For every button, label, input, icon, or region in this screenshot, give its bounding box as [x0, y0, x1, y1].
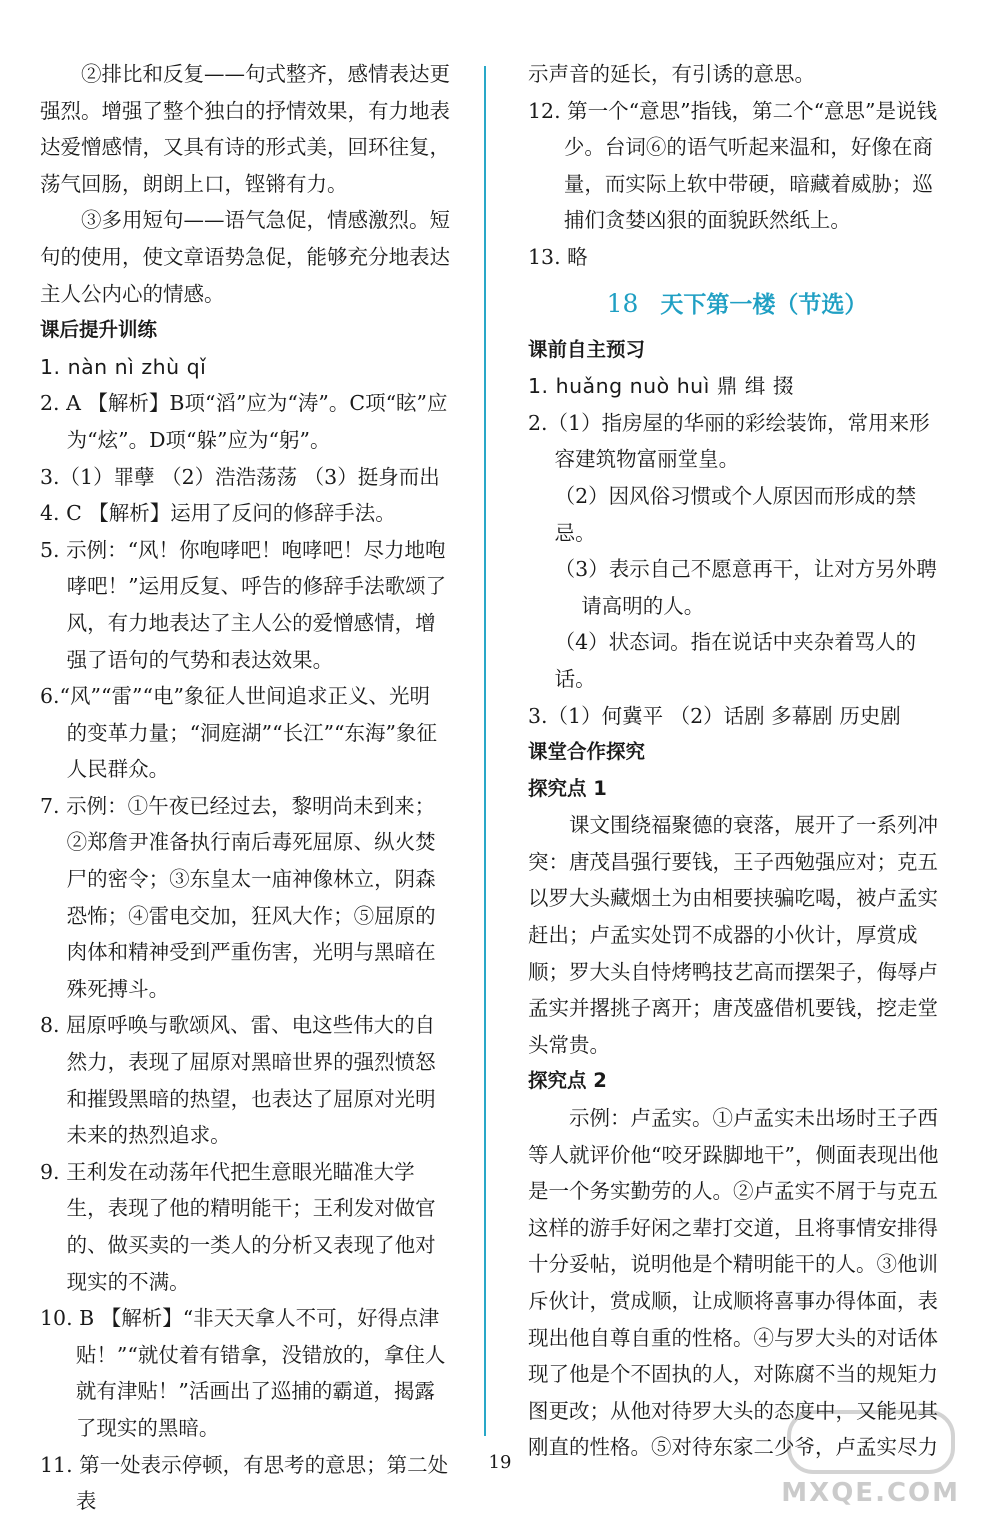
- answer-paragraph: 示声音的延长，有引诱的意思。: [528, 62, 815, 86]
- watermark-url: MXQE.COM: [781, 1478, 960, 1508]
- answer-paragraph: 13. 略: [528, 244, 588, 269]
- answer-paragraph: （3）表示自己不愿意再干，让对方另外聘请高明的人。: [554, 557, 937, 618]
- answer-paragraph: 1. nàn nì zhù qǐ: [40, 354, 207, 379]
- lesson-title: [528, 276, 946, 332]
- section-heading: 课前自主预习: [528, 337, 646, 361]
- section-heading: 探究点 2: [528, 1069, 607, 1093]
- answer-paragraph: 9. 王利发在动荡年代把生意眼光瞄准大学生，表现了他的精明能干；王利发对做官的、做买卖的一类人的分析又表现了他对现实的不满。: [40, 1159, 436, 1294]
- answer-paragraph: 8. 屈原呼唤与歌颂风、雷、电这些伟大的自然力，表现了屈原对黑暗世界的强烈愤怒和摧毁黑暗的热望，也表达了屈原对光明未来的热烈追求。: [40, 1013, 436, 1148]
- lesson-title-text: 天下第一楼（节选）: [660, 291, 868, 318]
- answer-paragraph: 10. B 【解析】“非天天拿人不可，好得点津贴！”“就仗着有错拿，没错放的，拿住人就有津贴！”活画出了巡捕的霸道，揭露了现实的黑暗。: [40, 1306, 446, 1440]
- answer-paragraph: ③多用短句——语气急促，情感激烈。短句的使用，使文章语势急促，能够充分地表达主人公内心的情感。: [40, 208, 450, 306]
- section-heading: 课后提升训练: [40, 318, 158, 342]
- answer-paragraph: 12. 第一个“意思”指钱，第二个“意思”是说钱少。台词⑥的语气听起来温和，好像在商量，而实际上软中带硬，暗藏着威胁；巡捕们贪婪凶狠的面貌跃然纸上。: [528, 98, 938, 233]
- answer-paragraph: 示例：卢孟实。①卢孟实未出场时王子西等人就评价他“咬牙跺脚地干”，侧面表现出他是一个务实勤劳的人。②卢孟实不屑于与克五这样的游手好闲之辈打交道，且将事情安排得十分妥帖，说明他是个精明能干的人。③他训斥伙计，赏成顺，让成顺将喜事办得体面，表现出他自尊自重的性格。④与罗大头的对话体现了他是个不固执的人，对陈腐不当的规矩力图更改；从他对待罗大头的态度中，又能见其刚直的性格。⑤对待东家二少爷，卢孟实尽力: [528, 1106, 939, 1460]
- answer-paragraph: 4. C 【解析】运用了反问的修辞手法。: [40, 501, 396, 526]
- watermark-badge-icon: [787, 1410, 955, 1474]
- column-divider: [484, 66, 486, 1436]
- answer-paragraph: 课文围绕福聚德的衰落，展开了一系列冲突：唐茂昌强行要钱，王子西勉强应对；克五以罗大头藏烟土为由相要挟骗吃喝，被卢孟实赶出；卢孟实处罚不成器的小伙计，厚赏成顺；罗大头自恃烤鸭技艺高而摆架子，侮辱卢孟实并撂挑子离开；唐茂盛借机要钱，挖走堂头常贵。: [528, 813, 938, 1057]
- answer-paragraph: 2.（1）指房屋的华丽的彩绘装饰，常用来形容建筑物富丽堂皇。: [528, 410, 930, 472]
- lesson-number: 18: [606, 288, 639, 318]
- answer-paragraph: （4）状态词。指在说话中夹杂着骂人的话。: [554, 630, 917, 691]
- answer-paragraph: 7. 示例：①午夜已经过去，黎明尚未到来；②郑詹尹准备执行南后毒死屈原、纵火焚尸的密令；③东皇太一庙神像林立，阴森恐怖；④雷电交加，狂风大作；⑤屈原的肉体和精神受到严重伤害，光明与黑暗在殊死搏斗。: [40, 793, 436, 1001]
- answer-paragraph: 11. 第一处表示停顿，有思考的意思；第二处表: [40, 1452, 449, 1514]
- watermark: [781, 1410, 960, 1508]
- answer-paragraph: 3.（1）何冀平 （2）话剧 多幕剧 历史剧: [528, 703, 901, 728]
- section-heading: 课堂合作探究: [528, 740, 646, 764]
- answer-paragraph: 5. 示例：“风！你咆哮吧！咆哮吧！尽力地咆哮吧！”运用反复、呼告的修辞手法歌颂了风，有力地表达了主人公的爱憎感情，增强了语句的气势和表达效果。: [40, 537, 447, 672]
- page-number: 19: [488, 1452, 512, 1473]
- answer-paragraph: 6.“风”“雷”“电”象征人世间追求正义、光明的变革力量；“洞庭湖”“长江”“东海”象征人民群众。: [40, 684, 438, 782]
- left-column: [40, 56, 450, 1520]
- answer-paragraph: 3.（1）罪孽 （2）浩浩荡荡 （3）挺身而出: [40, 464, 440, 489]
- right-column: [528, 56, 946, 1466]
- answer-paragraph: （2）因风俗习惯或个人原因而形成的禁忌。: [554, 483, 917, 545]
- answer-paragraph: 2. A 【解析】B项“滔”应为“涛”。C项“眩”应为“炫”。D项“躲”应为“躬”。: [40, 391, 448, 452]
- section-heading: 探究点 1: [528, 776, 607, 800]
- answer-paragraph: ②排比和反复——句式整齐，感情表达更强烈。增强了整个独白的抒情效果，有力地表达爱憎感情，又具有诗的形式美，回环往复，荡气回肠，朗朗上口，铿锵有力。: [40, 62, 450, 196]
- answer-paragraph: 1. huǎng nuò huì 鼎 缉 掇: [528, 374, 794, 399]
